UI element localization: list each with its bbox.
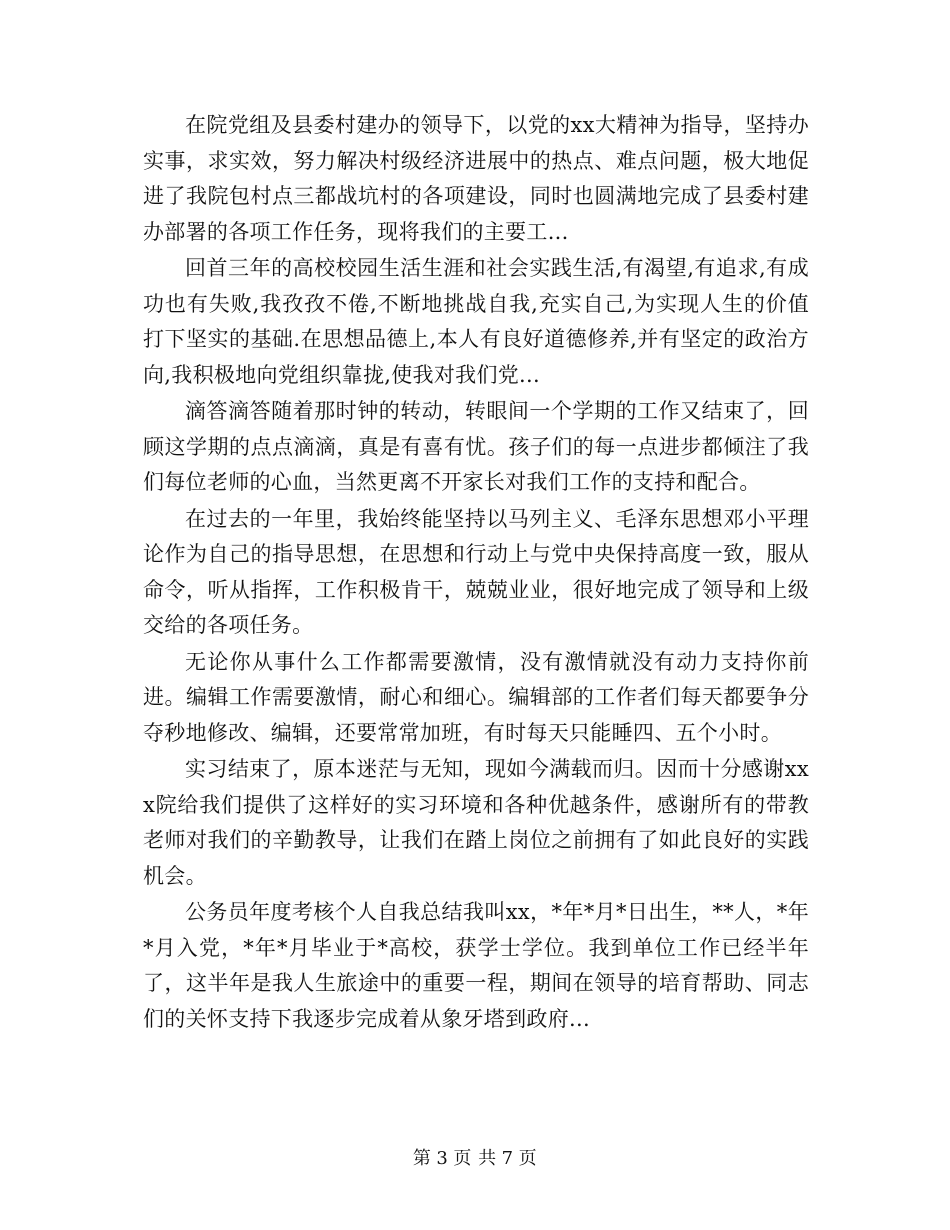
paragraph-6: 实习结束了，原本迷茫与无知，现如今满载而归。因而十分感谢xxx院给我们提供了这样好的实习环境和各种优越条件，感谢所有的带教老师对我们的辛勤教导，让我们在踏上岗位之前拥有了如此良好的实践机会。 <box>143 757 809 888</box>
paragraph-1: 在院党组及县委村建办的领导下，以党的xx大精神为指导，坚持办实事，求实效，努力解决村级经济进展中的热点、难点问题，极大地促进了我院包村点三都战坑村的各项建设，同时也圆满地完成了县委村建办部署的各项工作任务，现将我们的主要工... <box>143 113 809 244</box>
paragraph-2: 回首三年的高校校园生活生涯和社会实践生活,有渴望,有追求,有成功也有失败,我孜孜不倦,不断地挑战自我,充实自己,为实现人生的价值打下坚实的基础.在思想品德上,本人有良好道德修养,并有坚定的政治方向,我积极地向党组织靠拢,使我对我们党... <box>143 256 809 387</box>
document-body <box>143 108 809 1038</box>
current-page-number: 3 <box>436 1148 449 1169</box>
paragraph-3: 滴答滴答随着那时钟的转动，转眼间一个学期的工作又结束了，回顾这学期的点点滴滴，真是有喜有忧。孩子们的每一点进步都倾注了我们每位老师的心血，当然更离不开家长对我们工作的支持和配合。 <box>143 399 809 494</box>
footer-suffix: 页 <box>518 1148 538 1169</box>
footer-middle: 页 共 <box>453 1148 497 1169</box>
footer-prefix: 第 <box>412 1148 432 1169</box>
paragraph-7: 公务员年度考核个人自我总结我叫xx，*年*月*日出生，**人，*年*月入党，*年*月毕业于*高校，获学士学位。我到单位工作已经半年了，这半年是我人生旅途中的重要一程，期间在领导的培育帮助、同志们的关怀支持下我逐步完成着从象牙塔到政府... <box>143 900 809 1031</box>
total-page-count: 7 <box>501 1148 514 1169</box>
page-footer <box>0 1147 950 1171</box>
paragraph-5: 无论你从事什么工作都需要激情，没有激情就没有动力支持你前进。编辑工作需要激情，耐心和细心。编辑部的工作者们每天都要争分夺秒地修改、编辑，还要常常加班，有时每天只能睡四、五个小时。 <box>143 649 809 745</box>
paragraph-4: 在过去的一年里，我始终能坚持以马列主义、毛泽东思想邓小平理论作为自己的指导思想，在思想和行动上与党中央保持高度一致，服从命令，听从指挥，工作积极肯干，兢兢业业，很好地完成了领导和上级交给的各项任务。 <box>143 506 809 637</box>
